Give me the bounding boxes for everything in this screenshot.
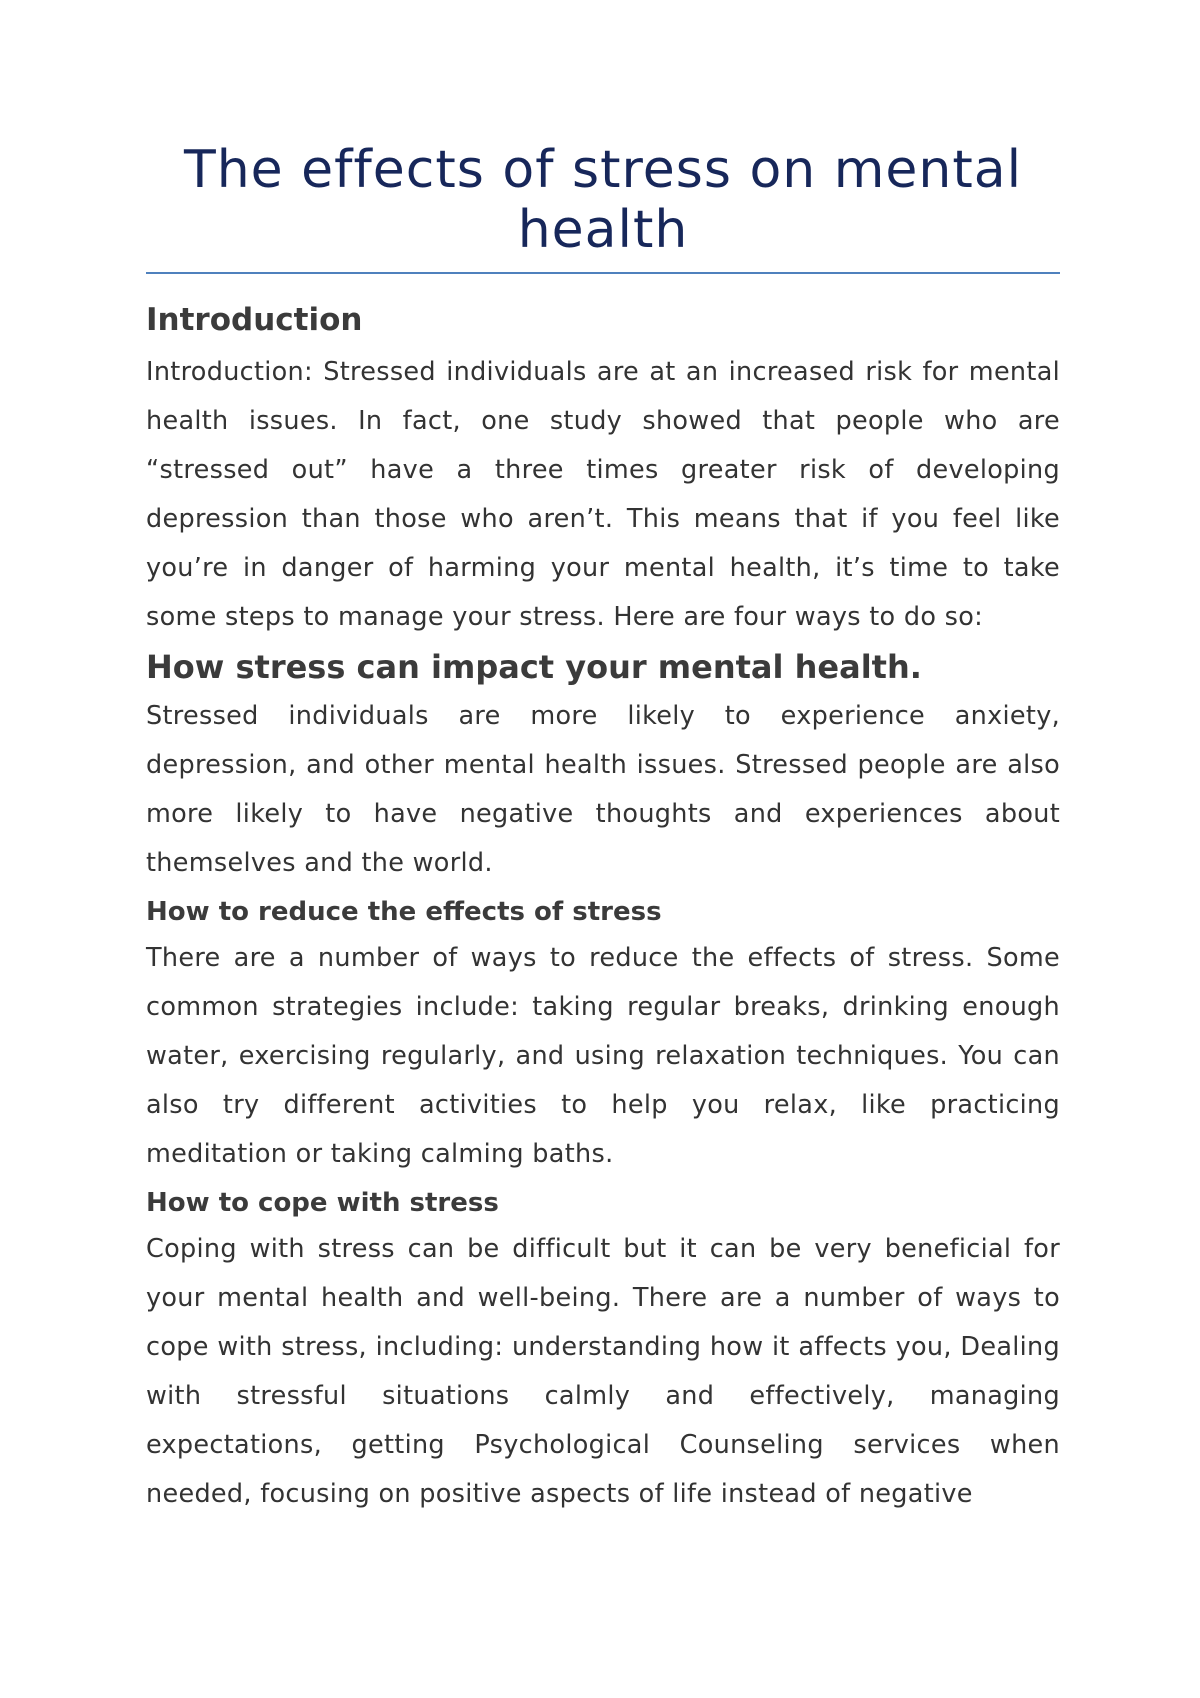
document-title: The effects of stress on mental health [183, 140, 1023, 260]
section-body-reduce: There are a number of ways to reduce the effects of stress. Some common strategies include: taking regular breaks, drinking enough water, exercising regularly, and using relaxation techniques. You can also try different activities to help you relax, like practicing meditation or taking calming baths. [146, 943, 1060, 1169]
section-body-cope: Coping with stress can be difficult but it can be very beneficial for your mental health and well-being. There are a number of ways to cope with stress, including: understanding how it affects you, Dealing with stressful situations calmly and effectively, managing expectations, getting Psychological Counseling services when needed, focusing on positive aspects of life instead of negative [146, 1234, 1060, 1509]
section-heading-reduce: How to reduce the effects of stress [146, 897, 662, 927]
section-heading-impact: How stress can impact your mental health. [146, 648, 922, 686]
title-divider [146, 272, 1060, 274]
section-body-introduction: Introduction: Stressed individuals are at an increased risk for mental health issues. In fact, one study showed that people who are “stressed out” have a three times greater risk of developing depression than those who aren’t. This means that if you feel like you’re in danger of harming your mental health, it’s time to take some steps to manage your stress. Here are four ways to do so: [146, 357, 1060, 632]
section-body-impact: Stressed individuals are more likely to experience anxiety, depression, and other mental health issues. Stressed people are also more likely to have negative thoughts and experiences about themselves and the world. [146, 701, 1060, 878]
section-heading-cope: How to cope with stress [146, 1188, 499, 1218]
document-page [146, 140, 1060, 1519]
section-heading-introduction: Introduction [146, 302, 363, 338]
